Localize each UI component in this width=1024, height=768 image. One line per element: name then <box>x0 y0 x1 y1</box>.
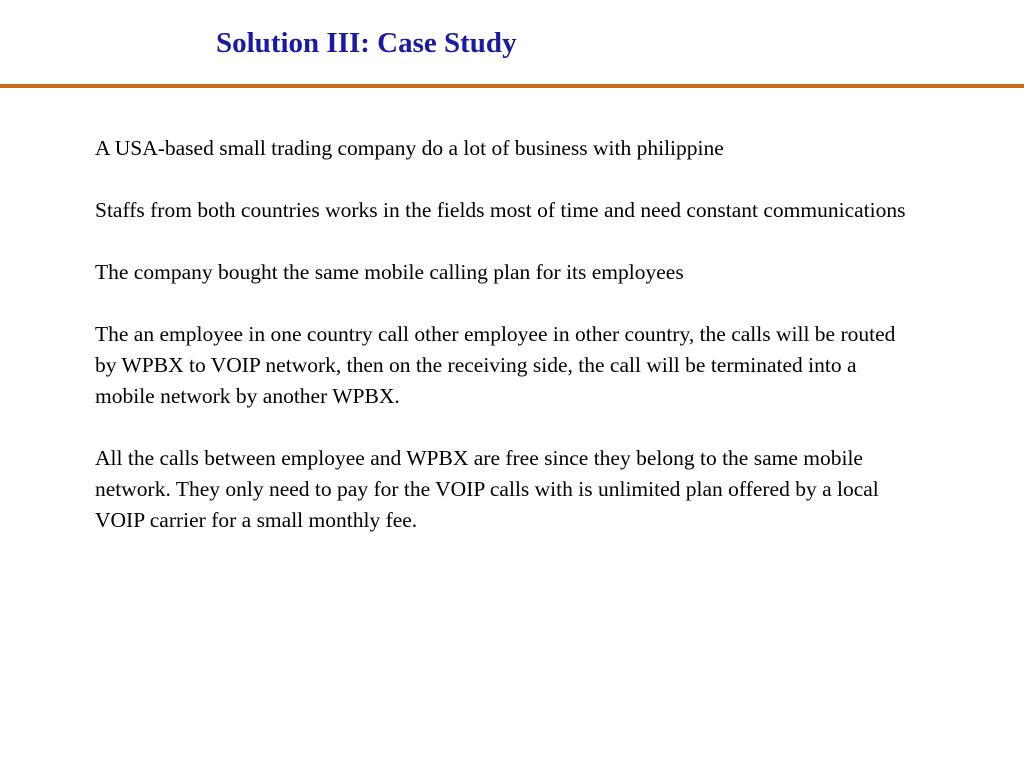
slide-title: Solution III: Case Study <box>216 27 517 59</box>
slide-body <box>95 133 915 567</box>
paragraph-routing: The an employee in one country call other employee in other country, the calls will be routed by WPBX to VOIP network, then on the receiving side, the call will be terminated into a mobile network by another WPBX. <box>95 322 896 408</box>
paragraph-plan: The company bought the same mobile calling plan for its employees <box>95 260 684 284</box>
title-divider <box>0 84 1024 88</box>
paragraph-staff: Staffs from both countries works in the fields most of time and need constant communications <box>95 198 906 222</box>
paragraph-company: A USA-based small trading company do a lot of business with philippine <box>95 136 724 160</box>
paragraph-costs: All the calls between employee and WPBX are free since they belong to the same mobile network. They only need to pay for the VOIP calls with is unlimited plan offered by a local VOIP carrier for a small monthly fee. <box>95 446 879 532</box>
